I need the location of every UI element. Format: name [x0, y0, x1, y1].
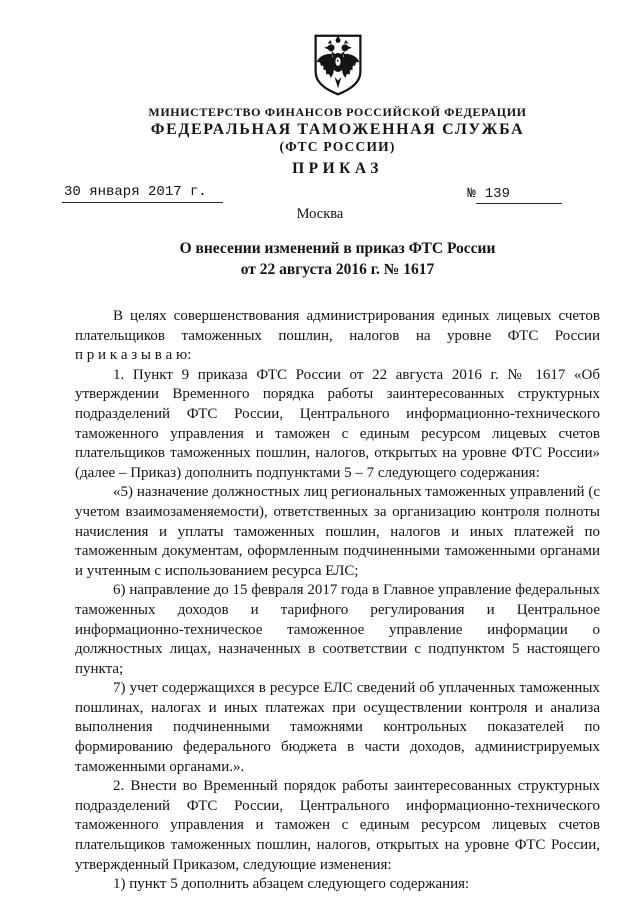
russia-coat-of-arms-icon — [312, 34, 364, 96]
document-title-line2: от 22 августа 2016 г. № 1617 — [240, 261, 435, 278]
document-date: 30 января 2017 г. — [62, 184, 223, 203]
paragraph-subitem-7: 7) учет содержащихся в ресурсе ЕЛС сведений об уплаченных таможенных пошлинах, налогах и иных платежах при осуществлении контроля и анализа выполнения подчиненными таможнями контрольных показателей по формированию федерального бюджета в части доходов, администрируемых таможенными органами.». — [75, 680, 600, 775]
paragraph-order-word: п р и к а з ы в а ю: — [75, 347, 192, 364]
document-title — [75, 238, 600, 280]
agency-abbreviation: (ФТС РОССИИ) — [279, 139, 396, 154]
emblem-container — [75, 34, 600, 101]
paragraph-item-1: 1. Пункт 9 приказа ФТС России от 22 августа 2016 г. № 1617 «Об утверждении Временного порядка работы заинтересованных структурных подразделений ФТС России, Центрального информационно-технического таможенного управления и таможен с единым ресурсом лицевых счетов плательщиков таможенных пошлин, налогов, открытых на уровне ФТС России» (далее – Приказ) дополнить подпунктами 5 – 7 следующего содержания: — [75, 366, 600, 481]
document-type-label: ПРИКАЗ — [292, 160, 383, 177]
paragraph-subitem-6: 6) направление до 15 февраля 2017 года в Главное управление федеральных таможенных доходов и тарифного регулирования и Центральное информационно-техническое таможенное управление информации о должностных лицах, назначенных в соответствии с подпунктом 5 настоящего пункта; — [75, 582, 600, 677]
paragraph-item-2-sub-1: 1) пункт 5 дополнить абзацем следующего содержания: — [113, 876, 470, 893]
paragraph-preamble: В целях совершенствования администрирования единых лицевых счетов плательщиков таможенных пошлин, налогов на уровне ФТС России — [75, 308, 600, 344]
document-title-line1: О внесении изменений в приказ ФТС России — [179, 240, 496, 257]
document-body — [75, 307, 600, 895]
paragraph-subitem-5: «5) назначение должностных лиц региональных таможенных управлений (с учетом взаимозаменяемости), ответственных за организацию контроля полноты начисления и уплаты таможенных пошлин, налогов и иных платежей по таможенным документам, оформленным подчиненными таможенными органами и учтенным с использованием ресурса ЕЛС; — [75, 484, 600, 579]
ministry-name: МИНИСТЕРСТВО ФИНАНСОВ РОССИЙСКОЙ ФЕДЕРАЦИИ — [148, 105, 527, 119]
date-number-row — [62, 184, 562, 203]
document-number: 139 — [476, 186, 562, 204]
paragraph-item-2: 2. Внести во Временный порядок работы заинтересованных структурных подразделений ФТС России, Центрального информационно-технического таможенного управления и таможен с единым ресурсом лицевых счетов плательщиков таможенных пошлин, налогов, открытых на уровне ФТС России, утвержденный Приказом, следующие изменения: — [75, 778, 600, 873]
page-content — [75, 34, 600, 177]
issue-city: Москва — [296, 206, 344, 222]
agency-name: ФЕДЕРАЛЬНАЯ ТАМОЖЕННАЯ СЛУЖБА — [150, 121, 525, 138]
number-sign: № — [467, 186, 476, 202]
document-number-group — [467, 186, 562, 203]
